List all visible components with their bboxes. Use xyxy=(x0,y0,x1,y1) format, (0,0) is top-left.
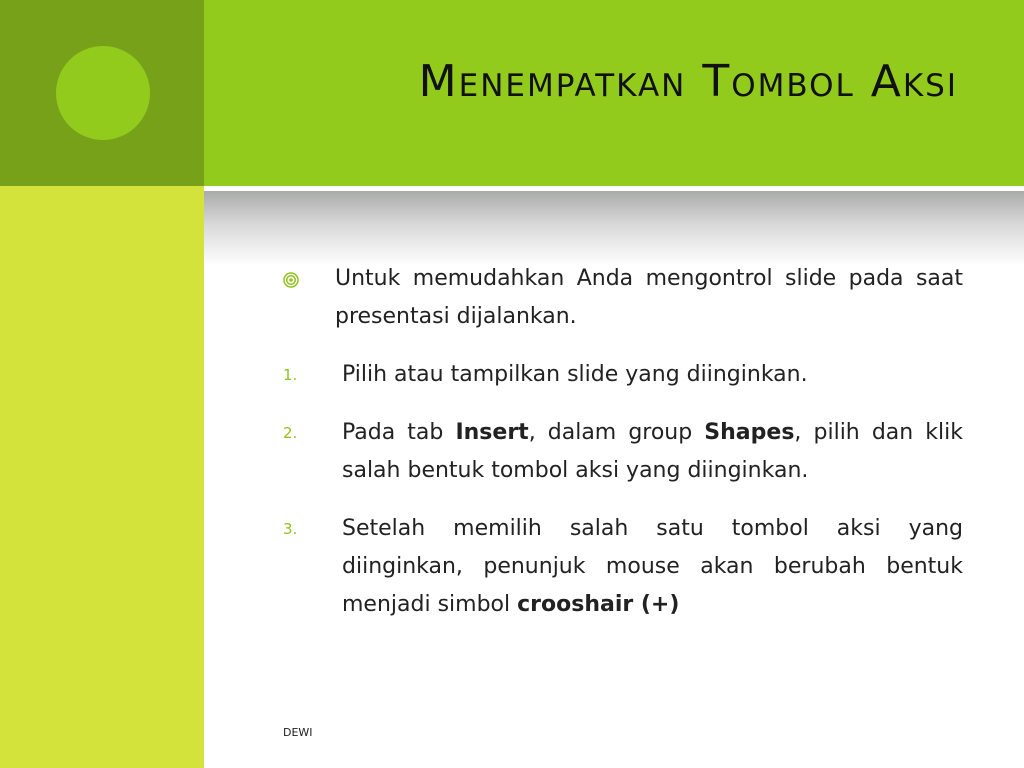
footer-author: DEWI xyxy=(283,726,313,739)
left-accent-strip xyxy=(0,186,204,768)
keyword-crosshair: crooshair (+) xyxy=(517,592,680,617)
keyword-insert: Insert xyxy=(455,420,529,445)
numbered-item-2 xyxy=(283,414,963,490)
bullet-item xyxy=(283,260,963,336)
step-text-middle: , dalam group xyxy=(528,420,705,445)
step-number: 1. xyxy=(283,366,298,384)
slide-content xyxy=(283,260,963,644)
step-text-after: , pilih dan klik salah bentuk tombol aksi yang diinginkan. xyxy=(342,420,964,483)
slide-title: Menempatkan Tombol Aksi xyxy=(418,56,958,107)
step-text-before: Pada tab xyxy=(342,420,456,445)
concentric-circle-bullet-icon xyxy=(283,260,335,336)
decorative-circle xyxy=(56,46,150,140)
step-text-before: Setelah memilih salah satu tombol aksi yang diinginkan, penunjuk mouse akan berubah bentuk menjadi simbol xyxy=(342,516,963,617)
corner-block xyxy=(0,0,204,186)
step-text: Pilih atau tampilkan slide yang diinginkan. xyxy=(342,362,808,387)
header-shadow-gradient xyxy=(204,191,1024,266)
numbered-item-1 xyxy=(283,356,963,394)
step-text xyxy=(342,510,963,624)
step-number: 3. xyxy=(283,520,298,538)
step-number: 2. xyxy=(283,424,298,442)
keyword-shapes: Shapes xyxy=(704,420,795,445)
step-text xyxy=(342,414,963,490)
numbered-item-3 xyxy=(283,510,963,624)
bullet-text: Untuk memudahkan Anda mengontrol slide pada saat presentasi dijalankan. xyxy=(335,266,963,329)
